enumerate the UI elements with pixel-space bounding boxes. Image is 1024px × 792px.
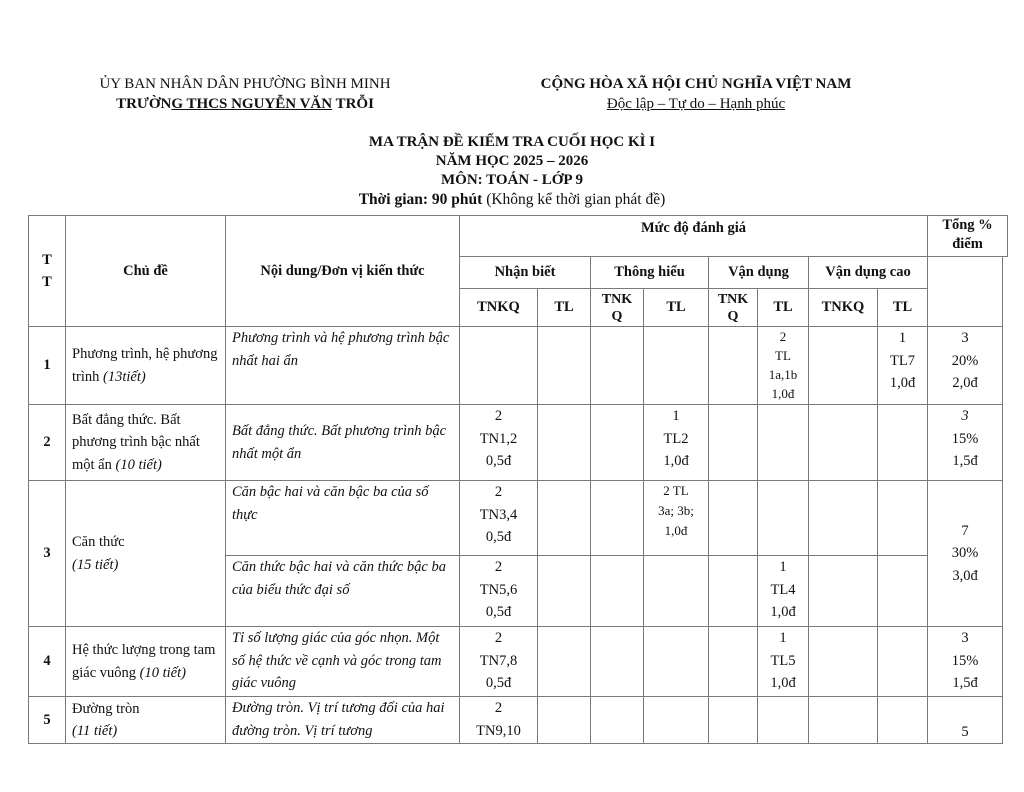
header-level-1: Nhận biết — [459, 256, 591, 289]
national-motto-block — [505, 74, 887, 114]
matrix-cell — [808, 555, 878, 627]
matrix-cell — [708, 480, 758, 556]
motto: Độc lập – Tự do – Hạnh phúc — [606, 96, 786, 112]
topic-period-count: (10 tiết) — [139, 664, 186, 681]
topic-cell — [65, 626, 226, 697]
topic-name: Hệ thức lượng trong tam giác vuông — [72, 642, 216, 681]
matrix-cell — [877, 626, 928, 697]
topic-cell: Căn thức (15 tiết) — [65, 480, 226, 627]
row-number: 4 — [28, 626, 66, 697]
matrix-cell — [537, 626, 591, 697]
matrix-cell — [708, 555, 758, 627]
issuing-authority-block — [60, 74, 430, 114]
school-year: NĂM HỌC 2025 – 2026 — [435, 153, 589, 169]
row-number: 3 — [28, 480, 66, 627]
header-muc-do-danh-gia: Mức độ đánh giá — [459, 215, 928, 257]
document-title-block — [0, 133, 1024, 209]
matrix-cell: 1 TL2 1,0đ — [643, 404, 709, 481]
matrix-cell — [590, 555, 644, 627]
matrix-cell: 2 TN3,4 0,5đ — [459, 480, 538, 556]
matrix-cell — [808, 326, 878, 405]
knowledge-unit: Bất đẳng thức. Bất phương trình bậc nhất một ẩn — [225, 404, 460, 481]
knowledge-unit: Tỉ số lượng giác của góc nhọn. Một số hệ thức về cạnh và góc trong tam giác vuông — [225, 626, 460, 697]
school-name: TRƯỜNG THCS NGUYỄN VĂN TRỖI — [116, 96, 374, 112]
topic-period-count: (13tiết) — [103, 368, 146, 385]
topic-cell: Đường tròn (11 tiết) — [65, 696, 226, 744]
header-sub-1: TNKQ — [459, 288, 538, 327]
subject: MÔN: TOÁN - LỚP 9 — [441, 172, 583, 188]
header-sub-7: TNKQ — [808, 288, 878, 327]
topic-cell — [65, 404, 226, 481]
header-tt: T T — [28, 215, 66, 327]
total-cell: 5 — [927, 696, 1003, 744]
total-cell: 7 30% 3,0đ — [927, 480, 1003, 627]
matrix-cell — [708, 326, 758, 405]
topic-name: Phương trình, hệ phương trình — [72, 346, 218, 385]
topic-name: Bất đẳng thức. Bất phương trình bậc nhất một ẩn — [72, 411, 200, 473]
matrix-cell — [757, 404, 809, 481]
matrix-cell — [877, 480, 928, 556]
knowledge-unit: Phương trình và hệ phương trình bậc nhất hai ẩn — [225, 326, 460, 405]
matrix-cell: 1 TL7 1,0đ — [877, 326, 928, 405]
knowledge-unit: Căn bậc hai và căn bậc ba của số thực — [225, 480, 460, 556]
matrix-cell — [643, 626, 709, 697]
knowledge-unit: Căn thức bậc hai và căn thức bậc ba của biểu thức đại số — [225, 555, 460, 627]
matrix-cell — [590, 626, 644, 697]
header-chu-de: Chủ đề — [65, 215, 226, 327]
matrix-cell — [877, 404, 928, 481]
matrix-cell: 1 TL4 1,0đ — [757, 555, 809, 627]
matrix-cell: 2 TN1,2 0,5đ — [459, 404, 538, 481]
header-sub-3: TNK Q — [590, 288, 644, 327]
matrix-cell — [757, 480, 809, 556]
header-level-4: Vận dụng cao — [808, 256, 928, 289]
matrix-cell: 2 TL 1a,1b 1,0đ — [757, 326, 809, 405]
matrix-cell — [537, 404, 591, 481]
header-level-2: Thông hiểu — [590, 256, 709, 289]
matrix-cell — [708, 404, 758, 481]
total-cell: 3 15% 1,5đ — [927, 404, 1003, 481]
matrix-cell: 2 TN9,10 — [459, 696, 538, 744]
header-sub-6: TL — [757, 288, 809, 327]
matrix-cell — [708, 626, 758, 697]
matrix-cell: 1 TL5 1,0đ — [757, 626, 809, 697]
matrix-cell — [643, 696, 709, 744]
total-cell: 3 15% 1,5đ — [927, 626, 1003, 697]
matrix-cell — [590, 326, 644, 405]
header-sub-4: TL — [643, 288, 709, 327]
matrix-cell — [808, 626, 878, 697]
document-title: MA TRẬN ĐỀ KIỂM TRA CUỐI HỌC KÌ I — [368, 134, 656, 150]
matrix-cell — [590, 404, 644, 481]
matrix-cell — [459, 326, 538, 405]
matrix-cell — [643, 326, 709, 405]
matrix-cell — [808, 404, 878, 481]
knowledge-unit: Đường tròn. Vị trí tương đối của hai đường tròn. Vị trí tương — [225, 696, 460, 744]
row-number: 5 — [28, 696, 66, 744]
matrix-cell — [808, 480, 878, 556]
row-number: 1 — [28, 326, 66, 405]
header-sub-2: TL — [537, 288, 591, 327]
header-tong-diem: Tổng % điểm — [927, 215, 1008, 257]
matrix-cell: 2 TN7,8 0,5đ — [459, 626, 538, 697]
matrix-cell: 2 TN5,6 0,5đ — [459, 555, 538, 627]
topic-period-count: (10 tiết) — [115, 456, 162, 473]
exam-duration: Thời gian: 90 phút (Không kể thời gian phát đề) — [358, 191, 666, 208]
matrix-cell — [537, 555, 591, 627]
header-sub-8: TL — [877, 288, 928, 327]
matrix-cell — [877, 696, 928, 744]
matrix-cell — [590, 480, 644, 556]
matrix-cell: 2 TL 3a; 3b; 1,0đ — [643, 480, 709, 556]
matrix-cell — [757, 696, 809, 744]
matrix-cell — [537, 480, 591, 556]
matrix-cell — [877, 555, 928, 627]
topic-cell — [65, 326, 226, 405]
country-name: CỘNG HÒA XÃ HỘI CHỦ NGHĨA VIỆT NAM — [540, 76, 852, 92]
header-level-3: Vận dụng — [708, 256, 809, 289]
matrix-cell — [537, 696, 591, 744]
header-noi-dung: Nội dung/Đơn vị kiến thức — [225, 215, 460, 327]
authority-name: ỦY BAN NHÂN DÂN PHƯỜNG BÌNH MINH — [99, 76, 391, 92]
matrix-cell — [590, 696, 644, 744]
header-sub-5: TNK Q — [708, 288, 758, 327]
matrix-cell — [708, 696, 758, 744]
header-tong-blank — [927, 256, 1003, 327]
matrix-cell — [808, 696, 878, 744]
matrix-cell — [537, 326, 591, 405]
matrix-cell — [643, 555, 709, 627]
row-number: 2 — [28, 404, 66, 481]
total-cell: 3 20% 2,0đ — [927, 326, 1003, 405]
